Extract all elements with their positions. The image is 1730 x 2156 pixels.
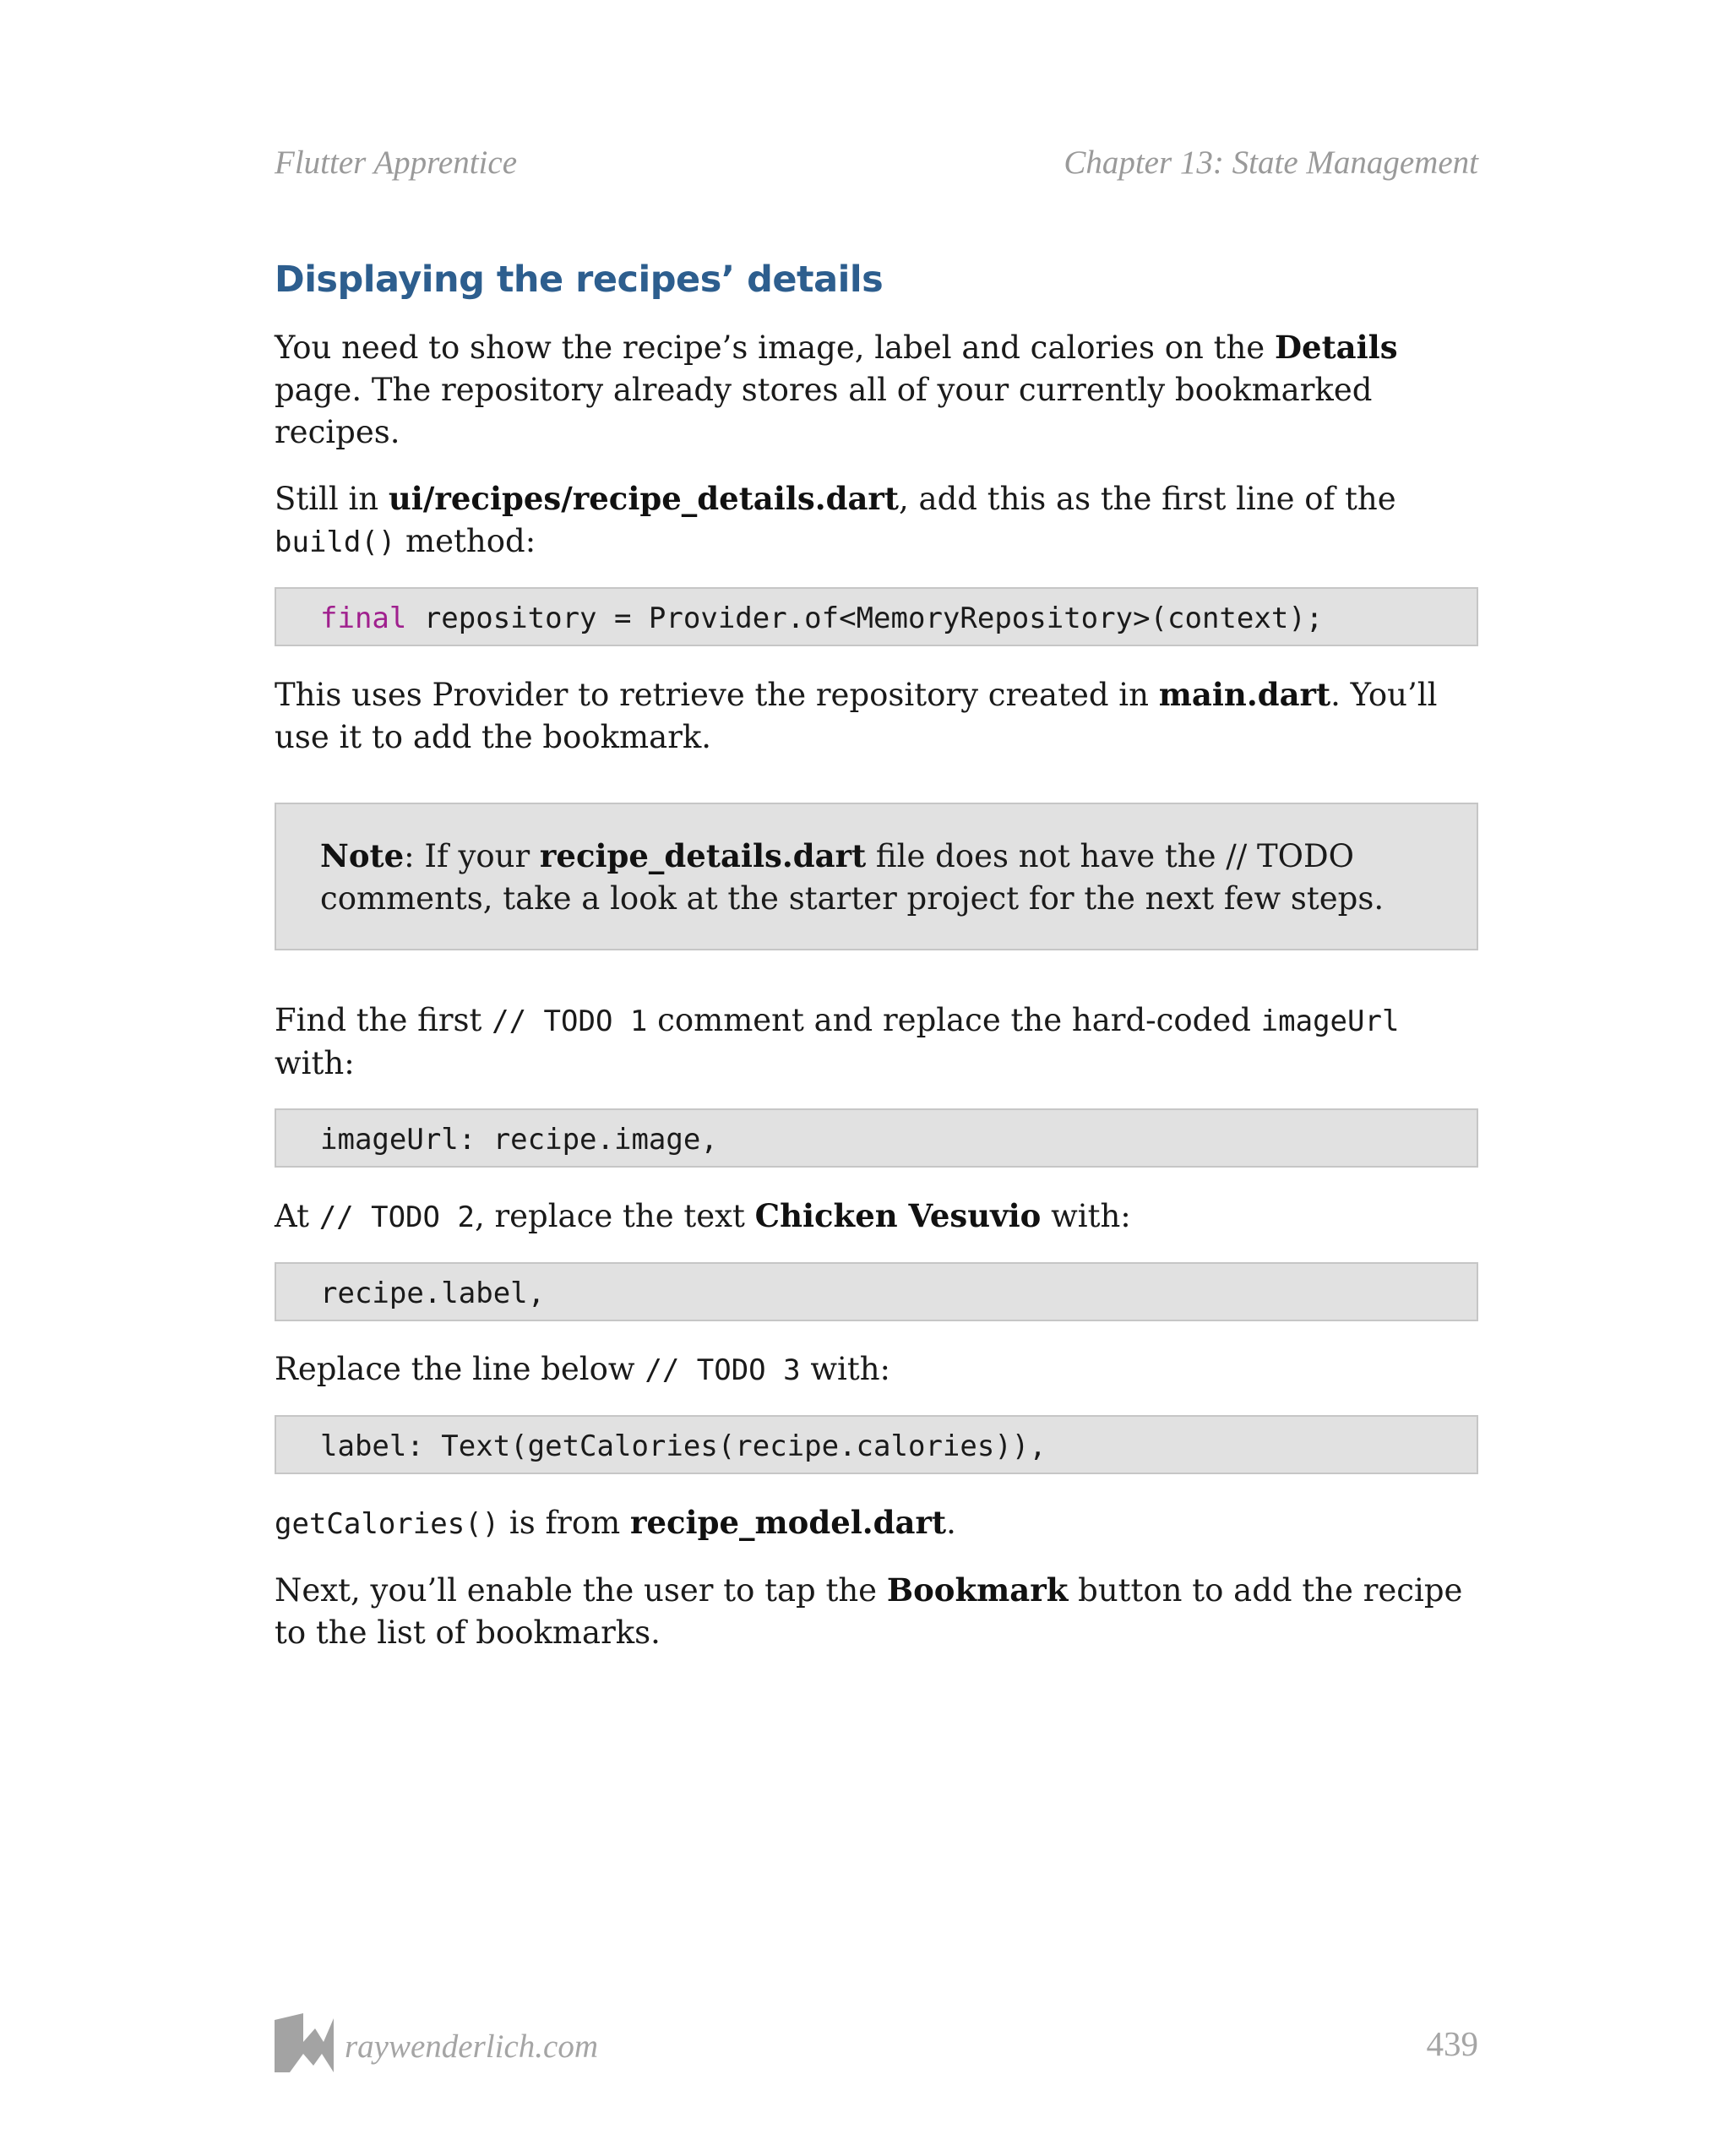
note-label: Note: [320, 837, 405, 874]
book-title: Flutter Apprentice: [275, 144, 518, 181]
paragraph-todo-2: At // TODO 2, replace the text Chicken Vesuvio with:: [275, 1197, 1131, 1234]
raywenderlich-logo-icon: [275, 2013, 334, 2072]
paragraph-provider: This uses Provider to retrieve the repository created in main.dart. You’ll use it to add the bookmark.: [275, 676, 1438, 755]
running-header: [275, 144, 1478, 186]
inline-code: // TODO 1: [492, 1004, 648, 1038]
inline-code: getCalories(): [275, 1507, 500, 1541]
inline-code: // TODO 3: [645, 1353, 801, 1387]
section-heading: Displaying the recipes’ details: [275, 259, 884, 301]
code-block-image-url: imageUrl: recipe.image,: [275, 1108, 1478, 1168]
page-number: 439: [1426, 2024, 1478, 2063]
paragraph-todo-1: Find the first // TODO 1 comment and replace the hard-coded imageUrl with:: [275, 1002, 1400, 1081]
code-block-calories: label: Text(getCalories(recipe.calories)),: [275, 1415, 1478, 1474]
code-block-repository: final repository = Provider.of<MemoryRepository>(context);: [275, 587, 1478, 646]
inline-code: build(): [275, 525, 396, 559]
paragraph-intro: You need to show the recipe’s image, label and calories on the Details page. The repository already stores all of your currently bookmarked recipes.: [275, 329, 1398, 450]
code-block-label: recipe.label,: [275, 1262, 1478, 1321]
inline-code: imageUrl: [1260, 1004, 1400, 1038]
footer-site-name: raywenderlich.com: [345, 2028, 599, 2065]
code-keyword: final: [320, 602, 407, 635]
paragraph-next: Next, you’ll enable the user to tap the Bookmark button to add the recipe to the list of bookmarks.: [275, 1571, 1463, 1651]
paragraph-still-in: Still in ui/recipes/recipe_details.dart, add this as the first line of the build() method:: [275, 480, 1396, 559]
note-box: [275, 803, 1478, 950]
inline-code: // TODO 2: [318, 1200, 475, 1234]
chapter-title: Chapter 13: State Management: [1064, 144, 1478, 181]
paragraph-todo-3: Replace the line below // TODO 3 with:: [275, 1351, 891, 1387]
paragraph-get-calories: getCalories() is from recipe_model.dart.: [275, 1504, 956, 1541]
note-text: Note: If your recipe_details.dart file does not have the // TODO comments, take a look at the starter project for the next few steps.: [320, 837, 1385, 917]
page-content: [275, 253, 1478, 1678]
